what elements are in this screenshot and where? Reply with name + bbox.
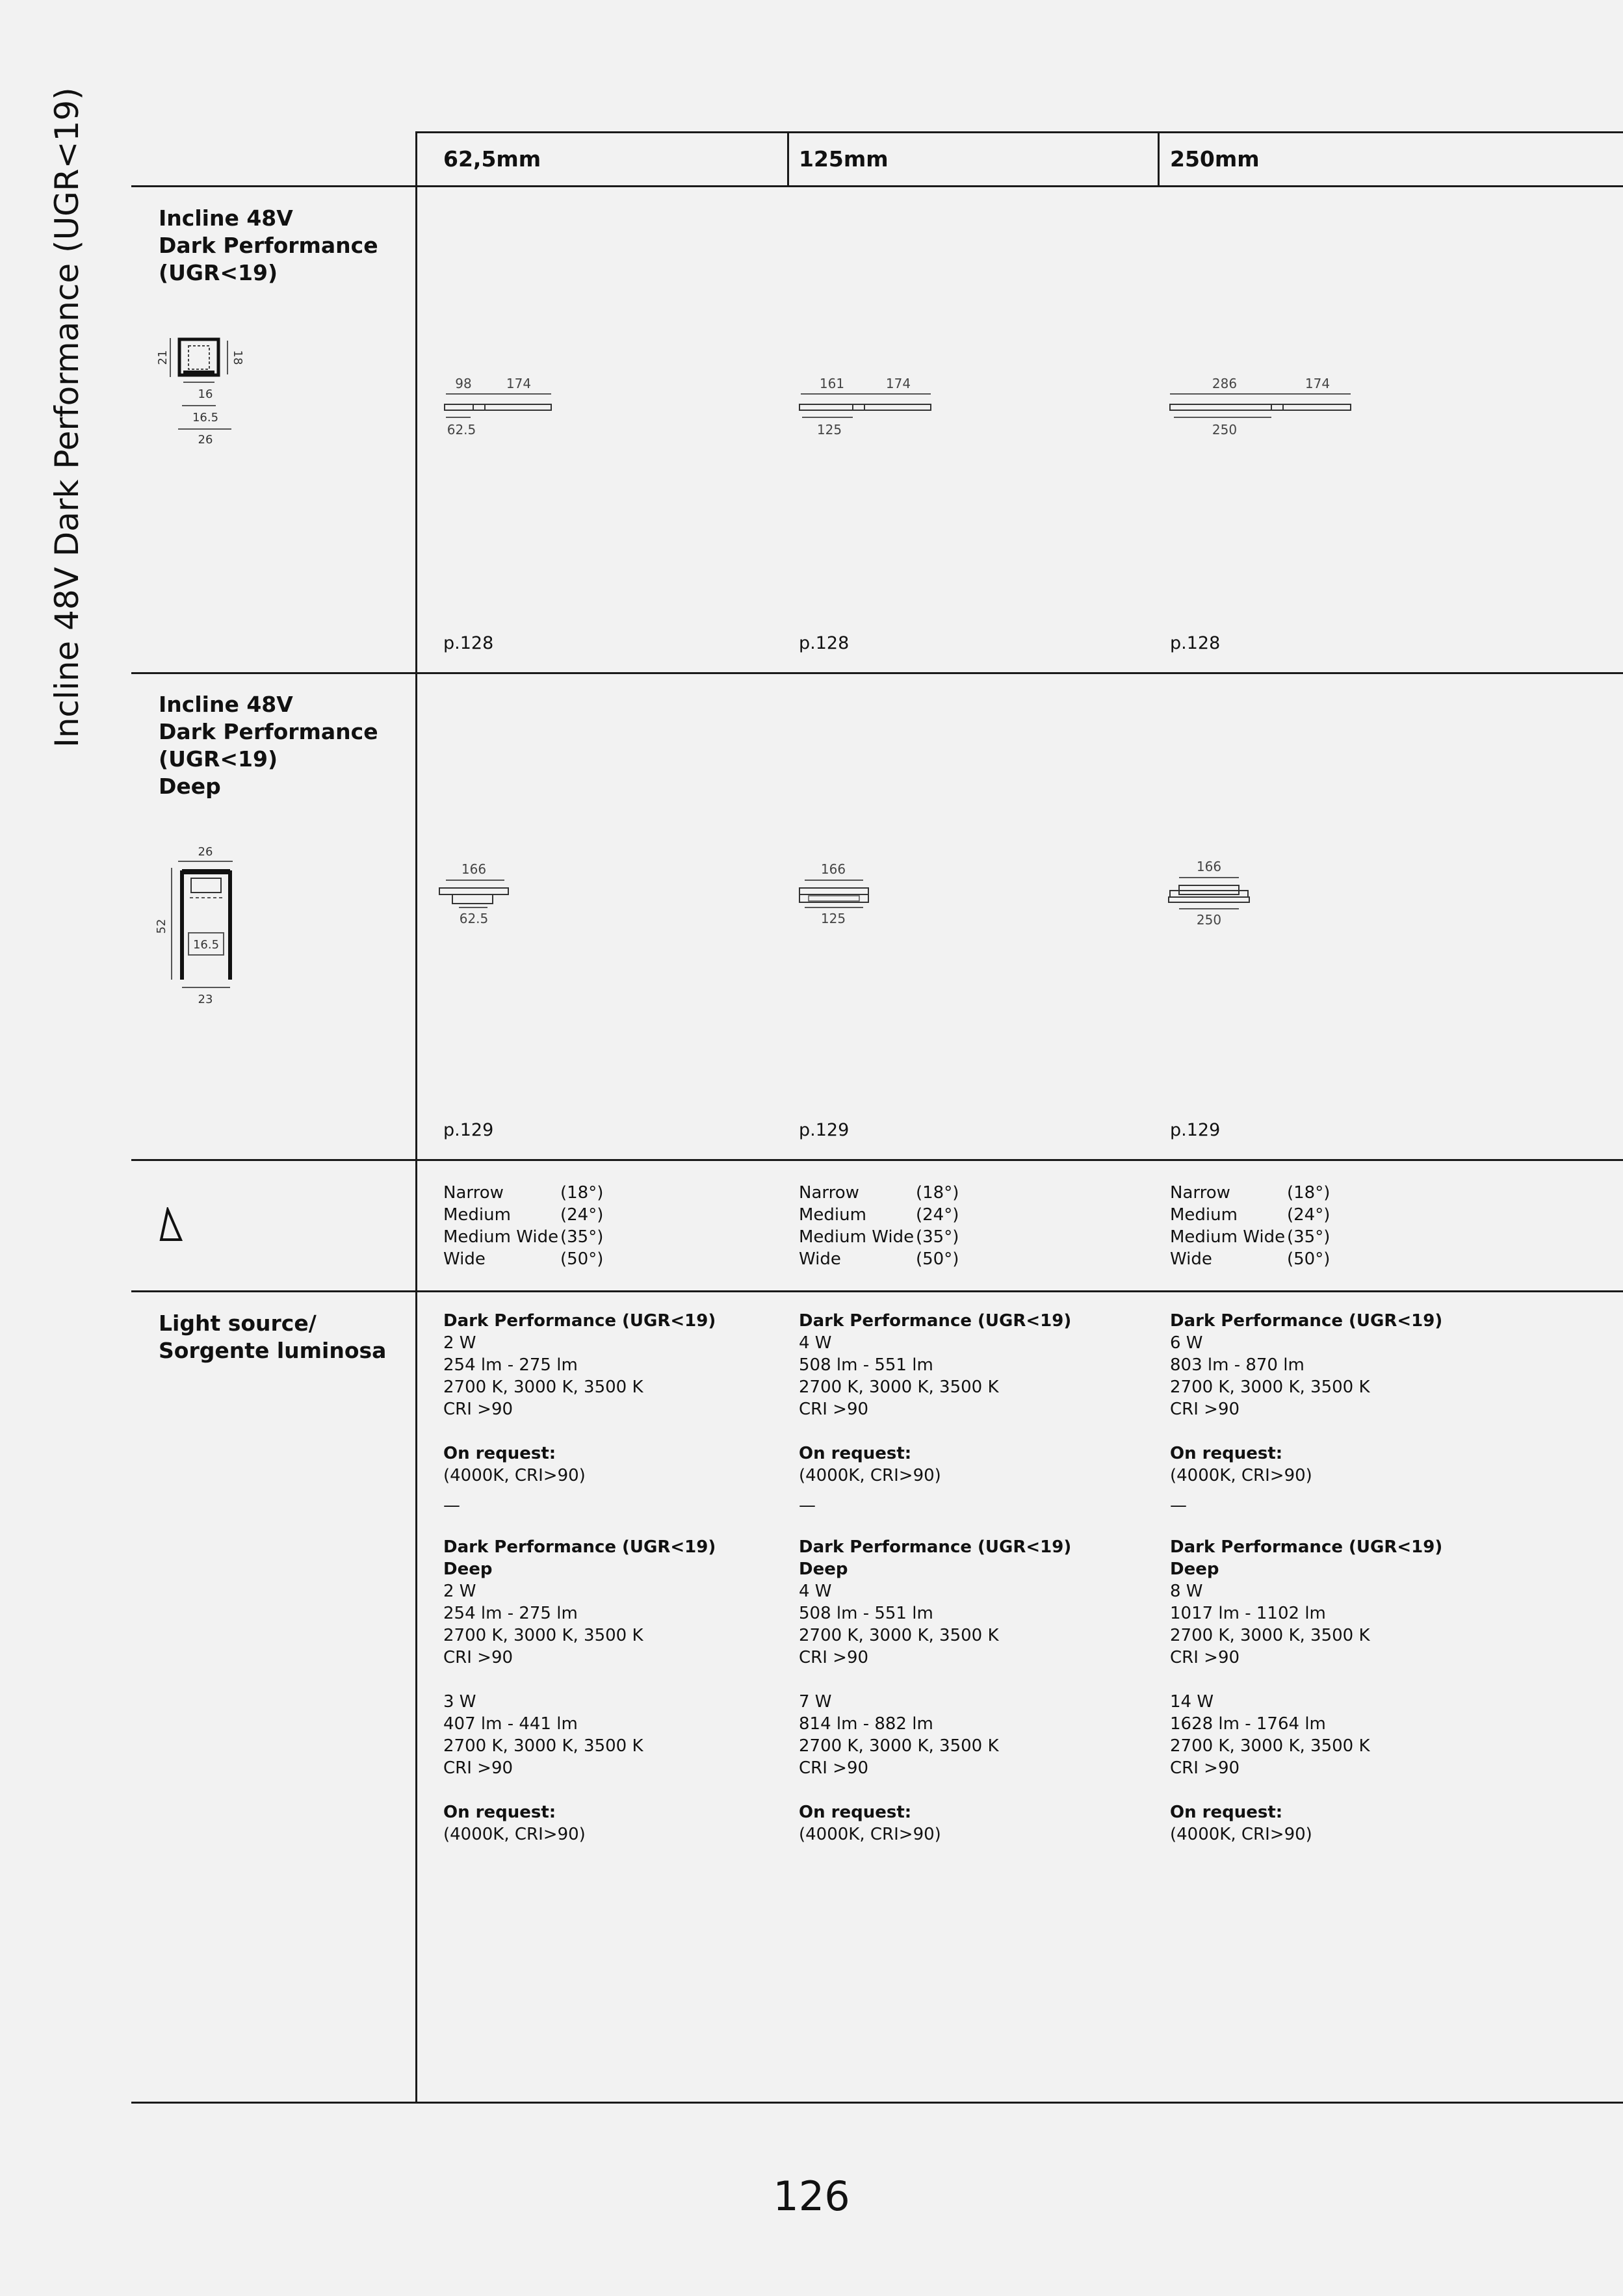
spec-lumen: 814 lm - 882 lm: [799, 1714, 933, 1734]
spec-separator: —: [443, 1496, 460, 1515]
spec-power: 6 W: [1170, 1333, 1203, 1353]
page-reference: p.129: [1170, 1120, 1221, 1140]
row-label-line: (UGR<19): [159, 260, 278, 285]
beam-list: [799, 1182, 959, 1270]
spec-cct: 2700 K, 3000 K, 3500 K: [799, 1377, 999, 1397]
beam-item: [799, 1226, 959, 1248]
spec-on-request-value: (4000K, CRI>90): [1170, 1466, 1312, 1485]
spec-title: Dark Performance (UGR<19): [1170, 1537, 1443, 1557]
spec-on-request: On request:: [1170, 1803, 1283, 1822]
beam-angle: (50°): [1287, 1249, 1331, 1269]
spec-cri: CRI >90: [1170, 1758, 1240, 1778]
spec-lumen: 508 lm - 551 lm: [799, 1604, 933, 1623]
beam-item: [799, 1182, 959, 1204]
spec-cri: CRI >90: [1170, 1400, 1240, 1419]
spec-title: Dark Performance (UGR<19): [443, 1537, 716, 1557]
standard-module-drawing-62-5: [442, 376, 598, 447]
spec-cri: CRI >90: [799, 1758, 869, 1778]
beam-item: [799, 1248, 959, 1270]
row-label-deep: [159, 691, 378, 800]
beam-item: [443, 1248, 603, 1270]
beam-list: [443, 1182, 603, 1270]
table-top-rule: [416, 131, 1623, 133]
module-pitch: 250: [1212, 422, 1238, 437]
spec-on-request: On request:: [1170, 1444, 1283, 1463]
spec-lumen: 508 lm - 551 lm: [799, 1355, 933, 1375]
beam-angle: (24°): [560, 1205, 604, 1225]
module-pitch: 125: [816, 422, 842, 437]
spec-power: 4 W: [799, 1333, 832, 1353]
light-source-spec-125: [799, 1310, 1137, 1846]
deep-module-drawing-250: [1166, 855, 1257, 936]
light-source-spec-62-5: [443, 1310, 781, 1846]
dim-height: 52: [155, 919, 168, 934]
module-len-a: 98: [455, 376, 472, 391]
module-len: 166: [461, 861, 487, 877]
spec-on-request: On request:: [799, 1444, 912, 1463]
standard-module-drawing-250: [1169, 376, 1364, 447]
beam-angle: (50°): [916, 1249, 959, 1269]
module-len: 166: [820, 861, 846, 877]
spec-title: Dark Performance (UGR<19): [799, 1311, 1072, 1331]
page-number: 126: [773, 2172, 850, 2220]
spec-cct: 2700 K, 3000 K, 3500 K: [1170, 1626, 1370, 1645]
spec-power: 4 W: [799, 1582, 832, 1601]
spec-power: 2 W: [443, 1582, 476, 1601]
spec-cct: 2700 K, 3000 K, 3500 K: [1170, 1377, 1370, 1397]
row-label-line: Incline 48V: [159, 692, 293, 717]
beam-item: [1170, 1248, 1330, 1270]
spec-on-request: On request:: [443, 1803, 556, 1822]
spec-on-request: On request:: [443, 1444, 556, 1463]
spec-lumen: 803 lm - 870 lm: [1170, 1355, 1305, 1375]
spec-power: 14 W: [1170, 1692, 1214, 1712]
column-header-250mm: 250mm: [1170, 146, 1260, 172]
row-label-standard: [159, 205, 378, 287]
dim-mid-width: 16.5: [192, 411, 219, 424]
spec-title: Dark Performance (UGR<19): [1170, 1311, 1443, 1331]
spec-cri: CRI >90: [443, 1648, 513, 1667]
row1-bottom-rule: [131, 672, 1623, 674]
col2-col3-divider: [1158, 131, 1160, 186]
spec-cct: 2700 K, 3000 K, 3500 K: [443, 1626, 643, 1645]
spec-on-request-value: (4000K, CRI>90): [1170, 1825, 1312, 1844]
deep-profile-section-drawing: [149, 842, 266, 1008]
beam-list: [1170, 1182, 1330, 1270]
side-title: Incline 48V Dark Performance (UGR<19): [48, 87, 86, 748]
dim-height-left: 21: [156, 350, 170, 365]
spec-cri: CRI >90: [799, 1400, 869, 1419]
spec-separator: —: [1170, 1496, 1187, 1515]
spec-subtitle: Deep: [799, 1559, 848, 1579]
col1-col2-divider: [787, 131, 789, 186]
column-header-125mm: 125mm: [799, 146, 889, 172]
spec-cct: 2700 K, 3000 K, 3500 K: [799, 1626, 999, 1645]
beam-name: Medium: [799, 1205, 866, 1225]
beam-item: [443, 1182, 603, 1204]
beam-item: [1170, 1204, 1330, 1226]
beam-angle: (35°): [916, 1227, 959, 1247]
spec-on-request: On request:: [799, 1803, 912, 1822]
dim-inner-width: 16: [198, 387, 213, 401]
spec-cct: 2700 K, 3000 K, 3500 K: [1170, 1736, 1370, 1756]
standard-module-drawing-125: [798, 376, 954, 447]
spec-power: 2 W: [443, 1333, 476, 1353]
spec-on-request-value: (4000K, CRI>90): [443, 1466, 586, 1485]
beam-name: Narrow: [799, 1183, 859, 1203]
beam-item: [443, 1204, 603, 1226]
page-reference: p.128: [1170, 633, 1221, 653]
spec-on-request-value: (4000K, CRI>90): [443, 1825, 586, 1844]
beam-angle: (50°): [560, 1249, 604, 1269]
beam-name: Medium: [1170, 1205, 1238, 1225]
module-pitch: 62.5: [447, 422, 476, 437]
beam-name: Wide: [443, 1249, 486, 1269]
beam-name: Medium: [443, 1205, 511, 1225]
spec-subtitle: Deep: [443, 1559, 493, 1579]
spec-title: Dark Performance (UGR<19): [443, 1311, 716, 1331]
page-reference: p.128: [443, 633, 494, 653]
label-column-divider: [415, 131, 417, 2104]
spec-cct: 2700 K, 3000 K, 3500 K: [443, 1377, 643, 1397]
module-len-a: 161: [819, 376, 845, 391]
beam-angle: (18°): [560, 1183, 604, 1203]
header-bottom-rule: [131, 185, 1623, 187]
beam-item: [799, 1204, 959, 1226]
beam-name: Narrow: [1170, 1183, 1230, 1203]
module-len-a: 286: [1212, 376, 1238, 391]
spec-lumen: 254 lm - 275 lm: [443, 1355, 578, 1375]
page-reference: p.129: [443, 1120, 494, 1140]
standard-profile-section-drawing: [149, 325, 266, 455]
spec-lumen: 1628 lm - 1764 lm: [1170, 1714, 1326, 1734]
dim-top-width: 26: [198, 845, 213, 859]
spec-cri: CRI >90: [443, 1400, 513, 1419]
beam-angle: (18°): [916, 1183, 959, 1203]
spec-on-request-value: (4000K, CRI>90): [799, 1466, 941, 1485]
spec-cri: CRI >90: [443, 1758, 513, 1778]
beam-angle: (24°): [916, 1205, 959, 1225]
beam-item: [1170, 1226, 1330, 1248]
dim-height-right: 18: [231, 350, 244, 365]
module-len-b: 174: [1305, 376, 1331, 391]
beam-name: Narrow: [443, 1183, 504, 1203]
row-label-line: Deep: [159, 774, 221, 799]
spec-cri: CRI >90: [799, 1648, 869, 1667]
spec-power: 3 W: [443, 1692, 476, 1712]
beam-angle: (35°): [560, 1227, 604, 1247]
light-source-spec-250: [1170, 1310, 1508, 1846]
spec-subtitle: Deep: [1170, 1559, 1219, 1579]
row2-bottom-rule: [131, 1159, 1623, 1161]
row-label-line: Dark Performance: [159, 233, 378, 258]
spec-lumen: 407 lm - 441 lm: [443, 1714, 578, 1734]
module-pitch: 125: [820, 911, 846, 926]
module-len-b: 174: [885, 376, 911, 391]
page-reference: p.129: [799, 1120, 850, 1140]
row-label-line: Incline 48V: [159, 205, 293, 231]
dim-inner-width: 16.5: [192, 938, 220, 952]
spec-power: 7 W: [799, 1692, 832, 1712]
beam-angle-icon: [159, 1207, 185, 1244]
row-label-line: Light source/: [159, 1311, 317, 1336]
beam-item: [1170, 1182, 1330, 1204]
column-header-62-5mm: 62,5mm: [443, 146, 541, 172]
spec-separator: —: [799, 1496, 816, 1515]
spec-power: 8 W: [1170, 1582, 1203, 1601]
spec-on-request-value: (4000K, CRI>90): [799, 1825, 941, 1844]
beam-name: Medium Wide: [443, 1227, 559, 1247]
deep-module-drawing-125: [796, 858, 887, 936]
spec-cri: CRI >90: [1170, 1648, 1240, 1667]
dim-outer-width: 26: [198, 433, 213, 447]
spec-cct: 2700 K, 3000 K, 3500 K: [443, 1736, 643, 1756]
beam-name: Wide: [1170, 1249, 1212, 1269]
module-pitch: 62.5: [459, 911, 489, 926]
beam-name: Medium Wide: [1170, 1227, 1286, 1247]
dim-bottom-width: 23: [198, 993, 213, 1006]
spec-lumen: 254 lm - 275 lm: [443, 1604, 578, 1623]
module-pitch: 250: [1196, 912, 1222, 928]
module-len: 166: [1196, 859, 1222, 874]
spec-cct: 2700 K, 3000 K, 3500 K: [799, 1736, 999, 1756]
beam-angle: (35°): [1287, 1227, 1331, 1247]
beam-name: Medium Wide: [799, 1227, 915, 1247]
row-label-line: Dark Performance: [159, 719, 378, 744]
table-bottom-rule: [131, 2102, 1623, 2104]
row3-bottom-rule: [131, 1290, 1623, 1292]
page-reference: p.128: [799, 633, 850, 653]
spec-lumen: 1017 lm - 1102 lm: [1170, 1604, 1326, 1623]
beam-name: Wide: [799, 1249, 841, 1269]
beam-angle: (18°): [1287, 1183, 1331, 1203]
spec-title: Dark Performance (UGR<19): [799, 1537, 1072, 1557]
deep-module-drawing-62-5: [437, 858, 528, 936]
module-len-b: 174: [506, 376, 532, 391]
row-label-line: (UGR<19): [159, 746, 278, 772]
beam-angle: (24°): [1287, 1205, 1331, 1225]
row-label-light-source: [159, 1310, 386, 1364]
row-label-line: Sorgente luminosa: [159, 1338, 387, 1363]
beam-item: [443, 1226, 603, 1248]
